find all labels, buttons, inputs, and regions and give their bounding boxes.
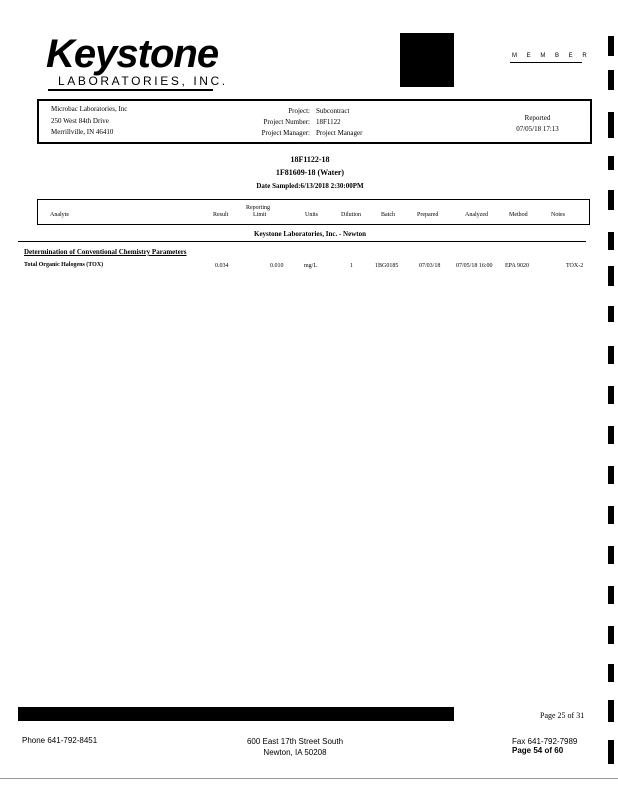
row-result: 0.034	[215, 263, 229, 269]
footer-bar	[18, 707, 454, 721]
row-analyte: Total Organic Halogens (TOX)	[24, 262, 104, 268]
col-units: Units	[305, 212, 319, 218]
edge-mark	[608, 36, 614, 56]
project-value: Subcontract	[316, 107, 350, 115]
project-label: Project:	[288, 107, 310, 115]
bottom-rule	[0, 778, 618, 779]
col-notes: Notes	[551, 212, 565, 218]
edge-mark	[608, 266, 614, 286]
footer-fax: Fax 641-792-7989	[512, 737, 578, 746]
logo-underline	[48, 89, 213, 91]
project-manager-label: Project Manager:	[261, 129, 310, 137]
edge-mark	[608, 664, 614, 682]
footer-phone: Phone 641-792-8451	[22, 736, 98, 745]
lab-name: Keystone Laboratories, Inc. - Newton	[254, 230, 366, 238]
col-limit: Limit	[253, 212, 267, 218]
edge-mark	[608, 156, 614, 170]
col-analyte: Analyte	[50, 212, 69, 218]
edge-mark	[608, 70, 614, 90]
edge-mark	[608, 626, 614, 644]
row-units: mg/L	[304, 263, 317, 269]
edge-mark	[608, 466, 614, 484]
footer-address-line2: Newton, IA 50208	[263, 748, 327, 757]
section-title: Determination of Conventional Chemistry Parameters	[24, 248, 187, 256]
col-reporting: Reporting	[246, 205, 270, 211]
edge-mark	[608, 546, 614, 564]
row-limit: 0.010	[270, 263, 284, 269]
row-analyzed: 07/05/18 16:00	[456, 263, 493, 269]
col-analyzed: Analyzed	[465, 212, 488, 218]
edge-mark	[608, 112, 614, 138]
reported-label: Reported	[524, 114, 551, 122]
edge-mark	[608, 740, 614, 764]
edge-mark	[608, 586, 614, 604]
row-prepared: 07/03/18	[419, 263, 441, 269]
col-result: Result	[213, 212, 229, 218]
edge-mark	[608, 190, 614, 210]
project-number-label: Project Number:	[263, 118, 310, 126]
page-local: Page 25 of 31	[540, 711, 585, 720]
client-street: 250 West 84th Drive	[51, 117, 109, 125]
row-method: EPA 9020	[505, 263, 529, 269]
section-rule	[18, 241, 586, 242]
company-logo-subtitle: LABORATORIES, INC.	[58, 74, 228, 88]
edge-mark	[608, 426, 614, 444]
member-seal	[400, 33, 454, 87]
client-city: Merrillville, IN 46410	[51, 128, 114, 136]
col-prepared: Prepared	[417, 212, 439, 218]
project-number-value: 18F1122	[316, 118, 341, 126]
col-batch: Batch	[381, 212, 395, 218]
row-batch: 1BG0185	[375, 263, 399, 269]
edge-mark	[608, 306, 614, 322]
edge-mark	[608, 346, 614, 364]
client-name: Microbac Laboratories, Inc	[51, 105, 128, 113]
edge-mark	[608, 232, 614, 250]
member-rule	[510, 62, 582, 63]
footer-page-total: Page 54 of 60	[512, 746, 564, 755]
reported-value: 07/05/18 17:13	[516, 125, 559, 133]
member-label: M E M B E R	[512, 53, 591, 59]
project-manager-value: Project Manager	[316, 129, 363, 137]
col-method: Method	[509, 212, 528, 218]
date-sampled: Date Sampled:6/13/2018 2:30:00PM	[256, 182, 364, 190]
col-dilution: Dilution	[341, 212, 362, 218]
edge-mark	[608, 386, 614, 404]
sample-id-primary: 18F1122-18	[290, 155, 330, 164]
edge-mark	[608, 506, 614, 524]
row-notes: TOX-2	[566, 263, 584, 269]
footer-address-line1: 600 East 17th Street South	[246, 737, 344, 746]
sample-id-secondary: 1F81609-18 (Water)	[275, 168, 345, 177]
company-logo: Keystone	[46, 32, 219, 76]
row-dilution: 1	[350, 263, 353, 269]
edge-mark	[608, 700, 614, 722]
